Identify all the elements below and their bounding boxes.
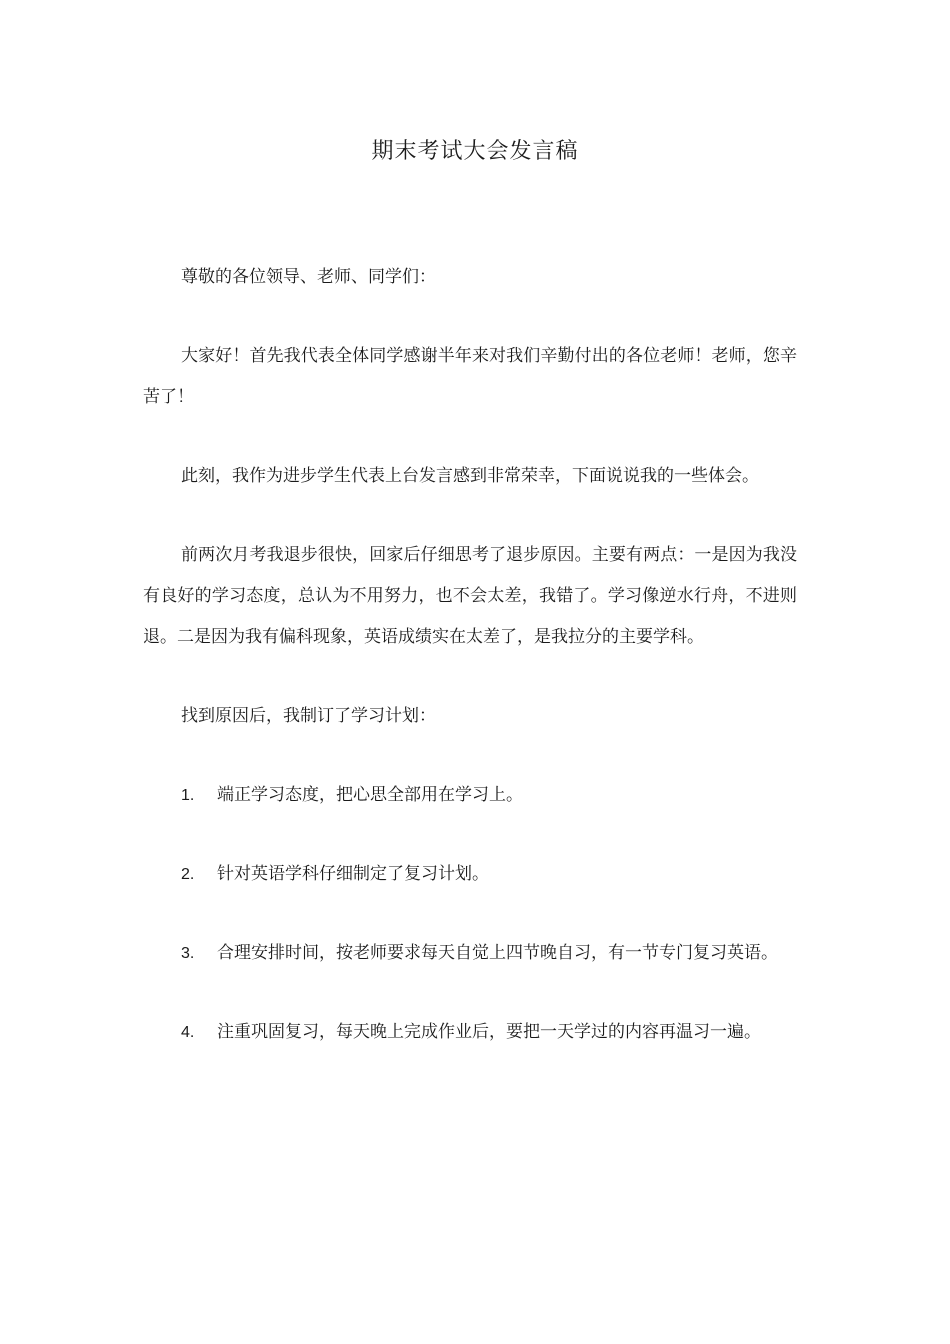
paragraph: 大家好！首先我代表全体同学感谢半年来对我们辛勤付出的各位老师！老师，您辛苦了！ bbox=[143, 346, 797, 407]
plan-item bbox=[143, 775, 797, 816]
salutation: 尊敬的各位领导、老师、同学们： bbox=[181, 267, 436, 287]
plan-item-number: 3. bbox=[181, 945, 195, 962]
paragraph: 找到原因后，我制订了学习计划： bbox=[181, 706, 436, 726]
document-body bbox=[143, 257, 797, 1053]
plan-item-text: 注重巩固复习，每天晚上完成作业后，要把一天学过的内容再温习一遍。 bbox=[217, 1022, 761, 1042]
plan-item bbox=[143, 854, 797, 895]
plan-item bbox=[143, 933, 797, 974]
plan-item-number: 4. bbox=[181, 1024, 195, 1041]
paragraph: 此刻，我作为进步学生代表上台发言感到非常荣幸，下面说说我的一些体会。 bbox=[181, 466, 759, 486]
plan-item-number: 1. bbox=[181, 787, 195, 804]
plan-item bbox=[143, 1012, 797, 1053]
plan-item-text: 端正学习态度，把心思全部用在学习上。 bbox=[217, 785, 523, 805]
plan-item-text: 合理安排时间，按老师要求每天自觉上四节晚自习，有一节专门复习英语。 bbox=[217, 943, 778, 963]
paragraph: 前两次月考我退步很快，回家后仔细思考了退步原因。主要有两点：一是因为我没有良好的学习态度，总认为不用努力，也不会太差，我错了。学习像逆水行舟，不进则退。二是因为我有偏科现象，英语成绩实在太差了，是我拉分的主要学科。 bbox=[143, 545, 797, 647]
plan-item-number: 2. bbox=[181, 866, 195, 883]
document-title: 期末考试大会发言稿 bbox=[371, 139, 579, 164]
plan-item-text: 针对英语学科仔细制定了复习计划。 bbox=[217, 864, 489, 884]
